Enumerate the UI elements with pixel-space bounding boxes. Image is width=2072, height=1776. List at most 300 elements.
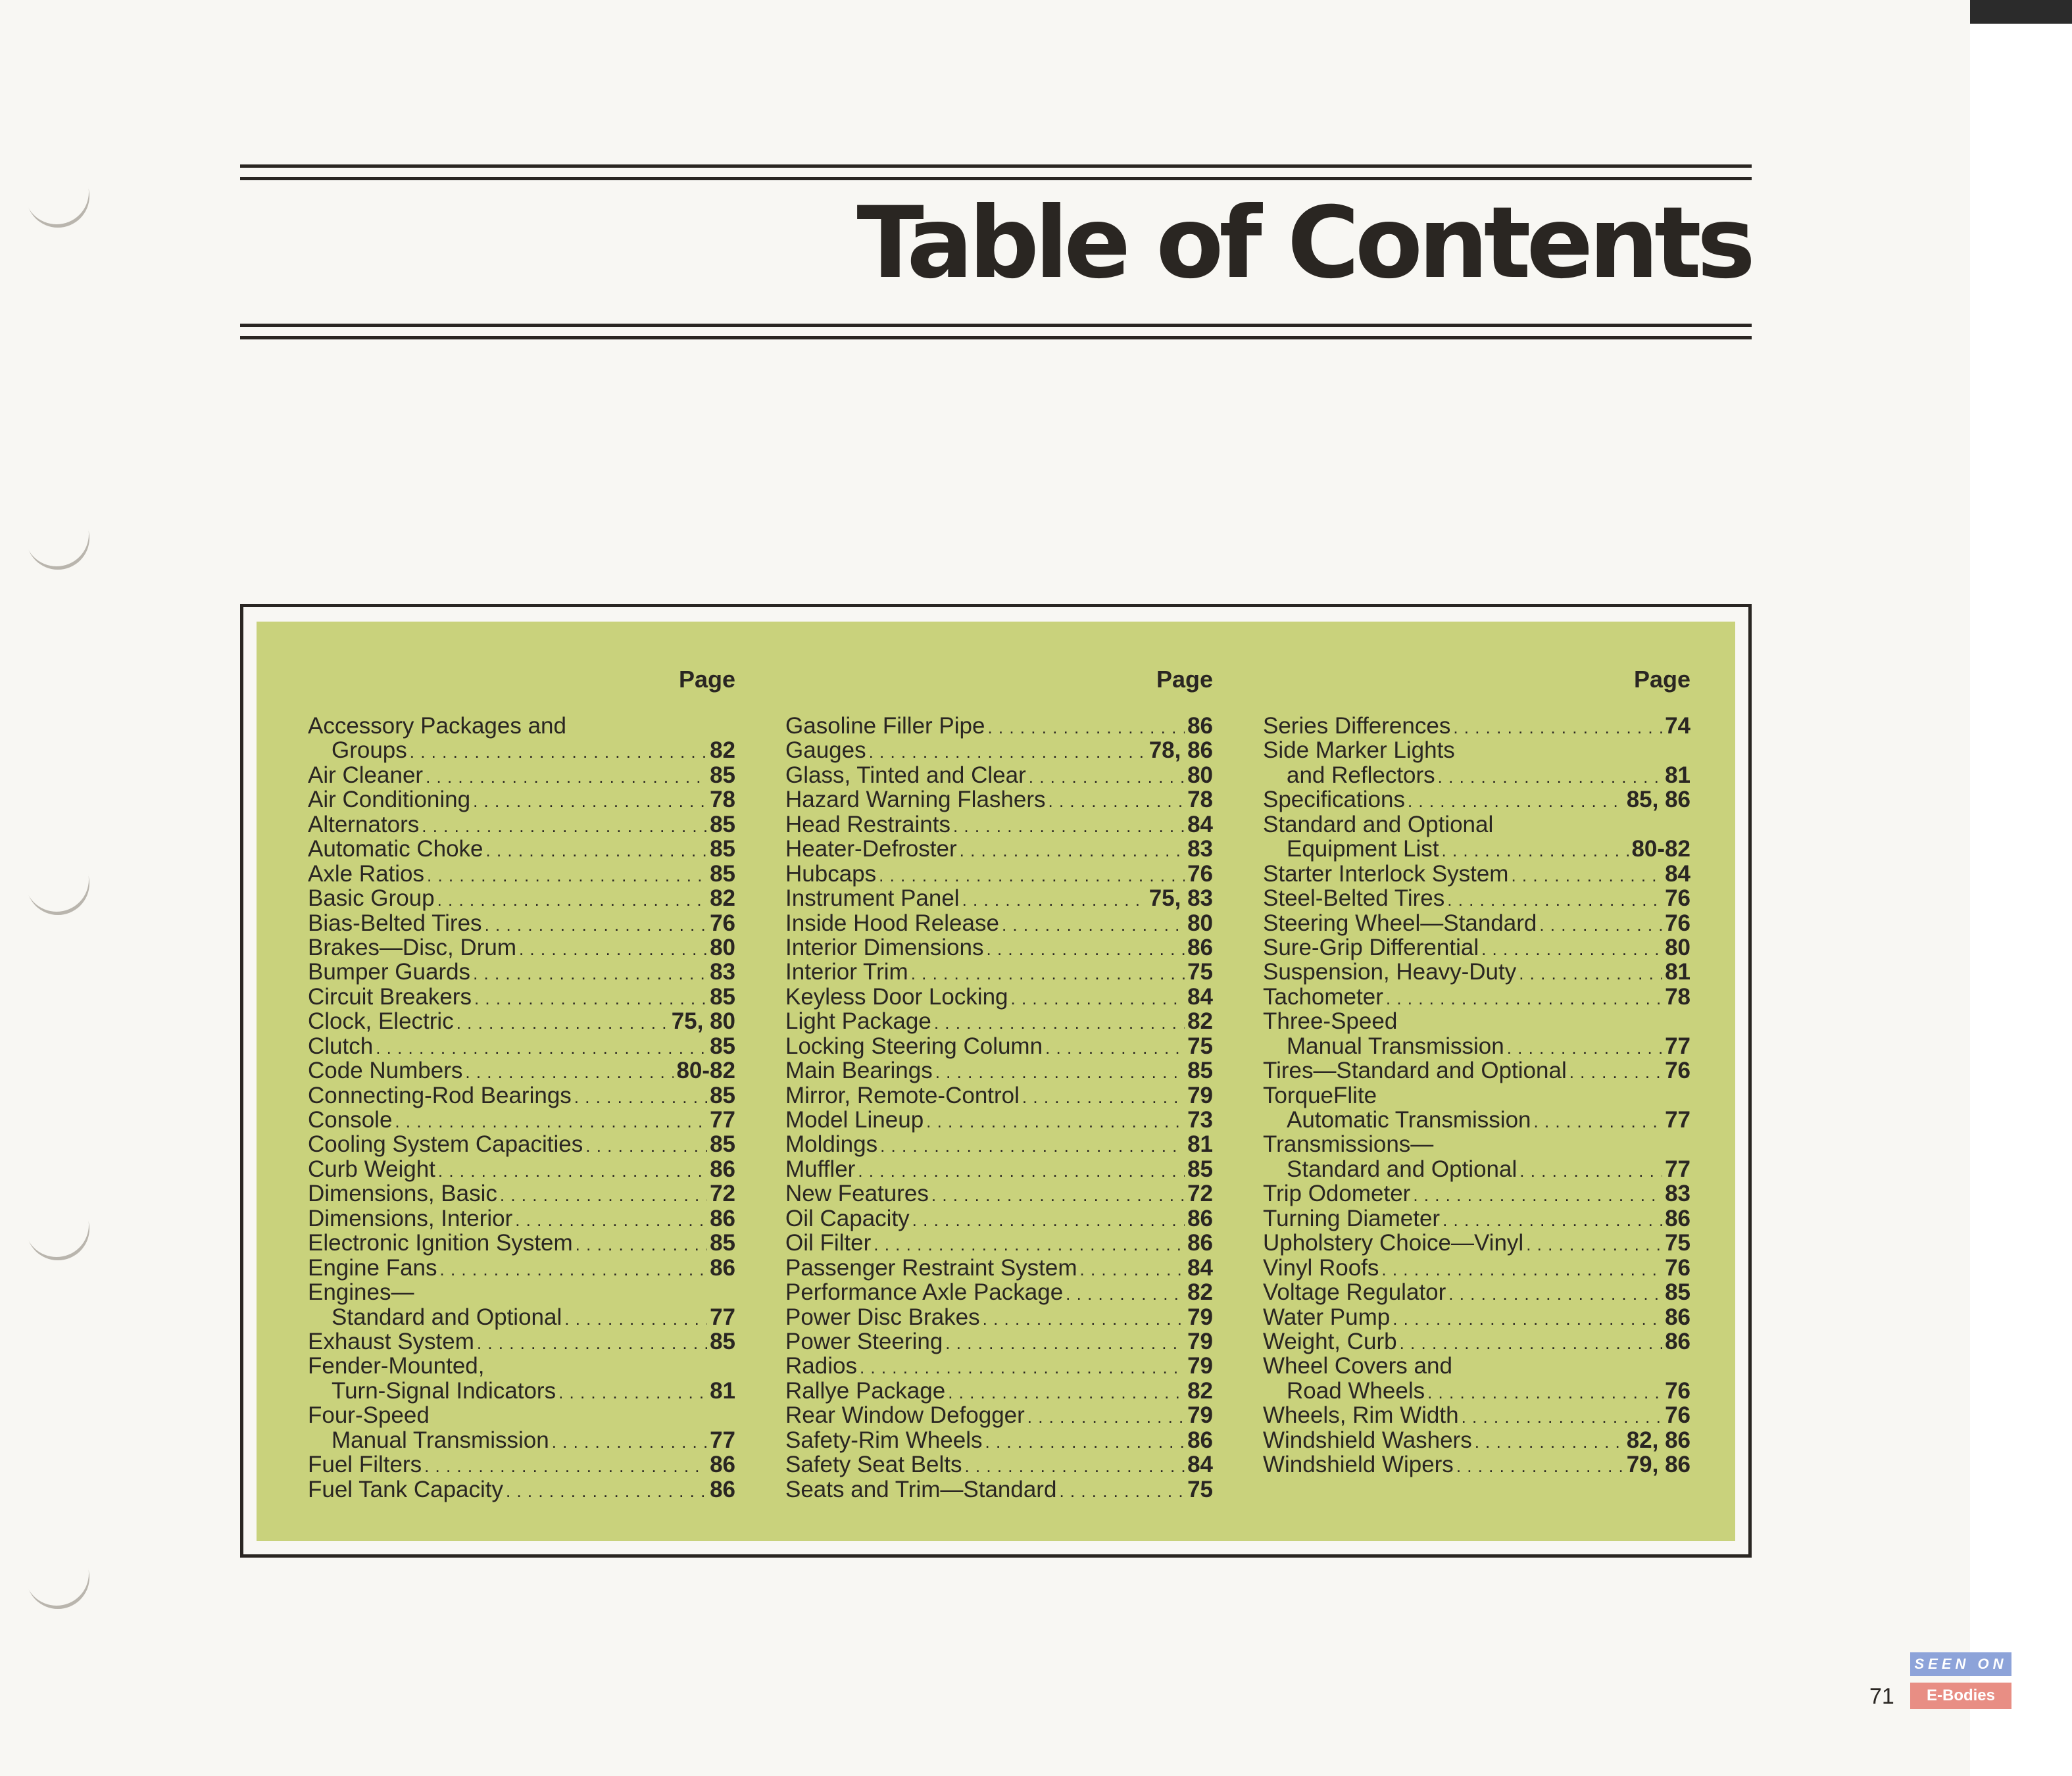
column-page-header: Page <box>1633 666 1690 693</box>
index-entry <box>1263 886 1690 910</box>
dot-leader <box>437 886 707 912</box>
dot-leader <box>1519 960 1662 986</box>
entry-page-number: 85 <box>710 811 735 837</box>
dot-leader <box>874 1231 1185 1257</box>
entry-name: Seats and Trim—Standard <box>785 1476 1057 1502</box>
entry-name: Trip Odometer <box>1263 1181 1411 1207</box>
entry-page-number: 82 <box>1187 1279 1213 1306</box>
dot-leader <box>1048 787 1185 814</box>
index-entry <box>1263 911 1690 935</box>
dot-leader <box>1519 1157 1662 1183</box>
entry-name: Wheels, Rim Width <box>1263 1402 1459 1429</box>
entry-name: and Reflectors <box>1287 762 1435 788</box>
index-entry <box>785 1428 1213 1452</box>
index-entry <box>308 738 735 762</box>
entry-name: Console <box>308 1107 393 1133</box>
dot-leader <box>438 1157 707 1183</box>
dot-leader <box>880 1132 1185 1158</box>
index-entry <box>1263 1058 1690 1083</box>
dot-leader <box>1447 886 1662 912</box>
entry-page-number: 85 <box>1187 1058 1213 1084</box>
entry-name: Vinyl Roofs <box>1263 1254 1379 1281</box>
index-entry <box>1263 1108 1690 1132</box>
entry-page-number: 79 <box>1187 1304 1213 1330</box>
entry-name: Passenger Restraint System <box>785 1254 1077 1281</box>
index-entry <box>1263 1403 1690 1427</box>
index-entry <box>785 1231 1213 1255</box>
column-page-header: Page <box>678 666 735 693</box>
entry-page-number: 72 <box>1187 1181 1213 1207</box>
entry-page-number: 81 <box>1665 762 1690 788</box>
dot-leader <box>1438 763 1662 789</box>
entry-name: Side Marker Lights <box>1263 737 1455 764</box>
dot-leader <box>912 1206 1185 1233</box>
index-entry <box>1263 1452 1690 1477</box>
index-entry <box>308 1403 735 1427</box>
dot-leader <box>1539 911 1662 937</box>
dot-leader <box>960 837 1185 863</box>
entry-name: Heater-Defroster <box>785 836 957 862</box>
dot-leader <box>473 960 707 986</box>
bottom-rule-pair <box>240 324 1752 339</box>
entry-page-number: 81 <box>710 1377 735 1404</box>
index-entry <box>1263 1329 1690 1354</box>
dot-leader <box>985 1428 1185 1454</box>
contents-panel <box>257 622 1735 1541</box>
dot-leader <box>935 1058 1185 1085</box>
entry-page-number: 84 <box>1187 983 1213 1010</box>
dot-leader <box>552 1428 707 1454</box>
index-entry <box>785 862 1213 886</box>
index-entry <box>785 1083 1213 1108</box>
entry-page-number: 85 <box>710 1328 735 1354</box>
dot-leader <box>1462 1403 1663 1429</box>
dot-leader <box>1393 1305 1662 1331</box>
entry-page-number: 85 <box>1187 1156 1213 1182</box>
index-entry <box>308 886 735 910</box>
index-entry <box>308 1058 735 1083</box>
index-entry <box>785 1477 1213 1502</box>
entry-name: Moldings <box>785 1131 878 1158</box>
index-column-1 <box>308 666 735 1502</box>
dot-leader <box>1453 714 1662 740</box>
dot-leader <box>585 1132 707 1158</box>
entry-name: Upholstery Choice—Vinyl <box>1263 1230 1524 1256</box>
dot-leader <box>500 1181 707 1208</box>
dot-leader <box>1386 985 1662 1011</box>
entry-page-number: 79 <box>1187 1082 1213 1108</box>
entry-name: Muffler <box>785 1156 856 1182</box>
entry-page-number: 76 <box>1187 860 1213 887</box>
entry-page-number: 77 <box>1665 1107 1690 1133</box>
entry-name: Specifications <box>1263 787 1405 813</box>
entry-name: Wheel Covers and <box>1263 1353 1452 1379</box>
entry-name: Basic Group <box>308 885 435 912</box>
entry-page-number: 77 <box>710 1427 735 1453</box>
entry-name: Glass, Tinted and Clear <box>785 762 1026 788</box>
index-entry <box>785 837 1213 861</box>
dot-leader <box>1427 1379 1662 1405</box>
dot-leader <box>576 1231 707 1257</box>
dot-leader <box>1011 985 1185 1011</box>
dot-leader <box>1569 1058 1662 1085</box>
entry-name: Bumper Guards <box>308 959 471 985</box>
entry-page-number: 77 <box>710 1304 735 1330</box>
entry-name: Power Disc Brakes <box>785 1304 980 1330</box>
entry-page-number: 86 <box>710 1156 735 1182</box>
entry-page-number: 85 <box>710 1082 735 1108</box>
index-entry <box>308 1256 735 1280</box>
index-entry <box>1263 1083 1690 1108</box>
badge-top-label: SEEN ON <box>1910 1652 2011 1676</box>
dot-leader <box>948 1379 1185 1405</box>
entry-page-number: 80-82 <box>676 1058 735 1084</box>
entry-name: Hubcaps <box>785 860 877 887</box>
dot-leader <box>1413 1181 1662 1208</box>
entry-name: Clutch <box>308 1033 374 1059</box>
rule-line <box>240 324 1752 327</box>
dot-leader <box>456 1009 669 1035</box>
page-number: 71 <box>1869 1684 1894 1709</box>
dot-leader <box>1443 1206 1662 1233</box>
entry-name: Cooling System Capacities <box>308 1131 583 1158</box>
entry-name: Safety-Rim Wheels <box>785 1427 983 1453</box>
entry-name: Standard and Optional <box>332 1304 562 1330</box>
entry-page-number: 86 <box>710 1254 735 1281</box>
entry-page-number: 79, 86 <box>1626 1452 1690 1478</box>
entry-name: Clock, Electric <box>308 1008 454 1035</box>
index-entry <box>785 1009 1213 1033</box>
contents-frame <box>240 604 1752 1558</box>
index-entry <box>308 1477 735 1502</box>
index-entry <box>308 1206 735 1231</box>
index-entry <box>308 1305 735 1329</box>
dot-leader <box>1511 862 1662 888</box>
entry-page-number: 86 <box>710 1452 735 1478</box>
entry-page-number: 76 <box>710 910 735 936</box>
index-entry <box>308 862 735 886</box>
entry-name: Rear Window Defogger <box>785 1402 1025 1429</box>
dot-leader <box>945 1329 1185 1356</box>
entry-name: Main Bearings <box>785 1058 933 1084</box>
top-rule-pair <box>240 164 1752 180</box>
entry-name: Connecting-Rod Bearings <box>308 1082 572 1108</box>
entry-name: Head Restraints <box>785 811 950 837</box>
index-entry <box>1263 1157 1690 1181</box>
dot-leader <box>424 1452 707 1479</box>
entry-name: Keyless Door Locking <box>785 983 1008 1010</box>
dot-leader <box>1534 1108 1663 1134</box>
index-entry <box>785 1379 1213 1403</box>
entry-name: Performance Axle Package <box>785 1279 1064 1306</box>
index-entry <box>1263 1034 1690 1058</box>
dot-leader <box>1400 1329 1662 1356</box>
dot-leader <box>869 738 1147 764</box>
entry-page-number: 86 <box>1187 1205 1213 1231</box>
entry-page-number: 84 <box>1665 860 1690 887</box>
dot-leader <box>1526 1231 1662 1257</box>
index-entry <box>1263 1132 1690 1156</box>
entry-page-number: 76 <box>1665 1058 1690 1084</box>
binder-hole <box>26 164 89 228</box>
entry-name: Radios <box>785 1353 857 1379</box>
entry-page-number: 74 <box>1665 713 1690 739</box>
index-entry <box>785 1206 1213 1231</box>
index-entry <box>785 1452 1213 1477</box>
entry-name: Circuit Breakers <box>308 983 472 1010</box>
index-entry <box>308 1428 735 1452</box>
entry-name: Hazard Warning Flashers <box>785 787 1046 813</box>
dot-leader <box>1507 1034 1662 1060</box>
page-title: Table of Contents <box>856 186 1751 301</box>
dot-leader <box>1442 837 1629 863</box>
index-entry <box>785 1403 1213 1427</box>
entry-name: Gasoline Filler Pipe <box>785 713 985 739</box>
entry-name: Model Lineup <box>785 1107 924 1133</box>
entry-name: Sure-Grip Differential <box>1263 934 1479 960</box>
rule-line <box>240 164 1752 168</box>
index-entry <box>308 1034 735 1058</box>
seen-on-ebodies-badge[interactable] <box>1910 1652 2011 1715</box>
entry-page-number: 75 <box>1665 1230 1690 1256</box>
dot-leader <box>879 862 1185 888</box>
index-entry <box>1263 862 1690 886</box>
index-entry <box>308 1157 735 1181</box>
entry-name: Bias-Belted Tires <box>308 910 482 936</box>
dot-leader <box>1475 1428 1624 1454</box>
entry-name: Starter Interlock System <box>1263 860 1509 887</box>
index-entry <box>308 935 735 960</box>
index-entry <box>1263 985 1690 1009</box>
entry-page-number: 76 <box>1665 1402 1690 1429</box>
entry-page-number: 85 <box>710 983 735 1010</box>
entry-name: Automatic Choke <box>308 836 483 862</box>
entry-name: TorqueFlite <box>1263 1082 1377 1108</box>
entry-page-number: 82, 86 <box>1626 1427 1690 1453</box>
index-entry <box>1263 738 1690 762</box>
entry-page-number: 86 <box>710 1476 735 1502</box>
entry-page-number: 77 <box>710 1107 735 1133</box>
dot-leader <box>1027 1403 1185 1429</box>
entry-page-number: 82 <box>1187 1377 1213 1404</box>
dot-leader <box>473 787 707 814</box>
index-entry <box>1263 837 1690 861</box>
dot-leader <box>1022 1083 1185 1110</box>
entry-name: Road Wheels <box>1287 1377 1425 1404</box>
dot-leader <box>474 985 707 1011</box>
index-entry <box>1263 1256 1690 1280</box>
entry-page-number: 75 <box>1187 1033 1213 1059</box>
entry-page-number: 86 <box>1187 1427 1213 1453</box>
index-entry <box>308 1280 735 1304</box>
entry-name: Interior Trim <box>785 959 908 985</box>
entry-name: Gauges <box>785 737 866 764</box>
index-entry <box>1263 1354 1690 1378</box>
index-entry <box>785 1305 1213 1329</box>
entry-name: Tires—Standard and Optional <box>1263 1058 1567 1084</box>
dot-leader <box>983 1305 1185 1331</box>
binder-hole <box>26 852 89 915</box>
dot-leader <box>486 837 708 863</box>
entry-name: Fender-Mounted, <box>308 1353 485 1379</box>
dot-leader <box>1045 1034 1185 1060</box>
entry-page-number: 80 <box>1187 762 1213 788</box>
dot-leader <box>376 1034 707 1060</box>
dot-leader <box>564 1305 707 1331</box>
badge-bottom-label: E-Bodies <box>1910 1683 2011 1709</box>
dot-leader <box>1481 935 1662 962</box>
dot-leader <box>934 1009 1185 1035</box>
entry-name: Inside Hood Release <box>785 910 999 936</box>
entry-page-number: 78, 86 <box>1148 737 1213 764</box>
entry-page-number: 79 <box>1187 1328 1213 1354</box>
entry-name: Suspension, Heavy-Duty <box>1263 959 1517 985</box>
index-column-2 <box>785 666 1213 1502</box>
entry-name: Fuel Filters <box>308 1452 422 1478</box>
dot-leader <box>558 1379 707 1405</box>
entry-name: Code Numbers <box>308 1058 463 1084</box>
index-entry <box>1263 1428 1690 1452</box>
entry-name: Engines— <box>308 1279 414 1306</box>
entry-name: Curb Weight <box>308 1156 435 1182</box>
entry-name: New Features <box>785 1181 929 1207</box>
dot-leader <box>465 1058 674 1085</box>
entry-page-number: 73 <box>1187 1107 1213 1133</box>
dot-leader <box>427 862 707 888</box>
index-entry <box>785 787 1213 812</box>
entry-name: Brakes—Disc, Drum <box>308 934 516 960</box>
index-entry <box>785 886 1213 910</box>
dot-leader <box>1456 1452 1624 1479</box>
entry-name: Groups <box>332 737 407 764</box>
index-entry <box>785 1058 1213 1083</box>
entry-name: Light Package <box>785 1008 931 1035</box>
entry-page-number: 75, 83 <box>1148 885 1213 912</box>
binder-hole <box>26 506 89 570</box>
index-entry <box>1263 960 1690 984</box>
dot-leader <box>574 1083 707 1110</box>
entry-page-number: 78 <box>710 787 735 813</box>
entry-name: Voltage Regulator <box>1263 1279 1446 1306</box>
binder-hole <box>26 1197 89 1260</box>
dot-leader <box>964 1452 1185 1479</box>
dot-leader <box>1002 911 1185 937</box>
scan-margin-strip <box>1970 0 2072 1776</box>
entry-page-number: 85, 86 <box>1626 787 1690 813</box>
entry-name: Windshield Wipers <box>1263 1452 1454 1478</box>
index-entry <box>308 1354 735 1378</box>
entry-page-number: 85 <box>710 1230 735 1256</box>
entry-page-number: 84 <box>1187 1452 1213 1478</box>
entry-page-number: 82 <box>1187 1008 1213 1035</box>
index-entry <box>785 935 1213 960</box>
index-entry <box>308 1083 735 1108</box>
index-entry <box>308 1132 735 1156</box>
index-entry <box>785 1132 1213 1156</box>
rule-line <box>240 177 1752 180</box>
entry-name: Air Cleaner <box>308 762 424 788</box>
entry-name: Oil Filter <box>785 1230 872 1256</box>
index-entry <box>785 1034 1213 1058</box>
scan-edge-bar <box>1970 0 2072 24</box>
dot-leader <box>931 1181 1185 1208</box>
entry-page-number: 86 <box>710 1205 735 1231</box>
entry-name: Four-Speed <box>308 1402 430 1429</box>
index-entry <box>308 837 735 861</box>
index-entry <box>308 1108 735 1132</box>
entry-page-number: 78 <box>1665 983 1690 1010</box>
dot-leader <box>477 1329 707 1356</box>
index-entry <box>785 714 1213 738</box>
entry-name: Fuel Tank Capacity <box>308 1476 504 1502</box>
dot-leader <box>426 763 707 789</box>
dot-leader <box>987 935 1185 962</box>
rule-line <box>240 336 1752 339</box>
entry-page-number: 80 <box>1187 910 1213 936</box>
index-entry <box>785 960 1213 984</box>
entry-name: Automatic Transmission <box>1287 1107 1531 1133</box>
entry-page-number: 72 <box>710 1181 735 1207</box>
index-entry <box>308 1379 735 1403</box>
entry-name: Engine Fans <box>308 1254 437 1281</box>
dot-leader <box>422 812 707 839</box>
dot-leader <box>440 1256 708 1282</box>
entry-page-number: 80 <box>1665 934 1690 960</box>
index-entry <box>1263 812 1690 837</box>
entry-name: Interior Dimensions <box>785 934 984 960</box>
dot-leader <box>519 935 707 962</box>
entry-name: Alternators <box>308 811 420 837</box>
index-entry <box>785 1157 1213 1181</box>
entry-name: Axle Ratios <box>308 860 425 887</box>
dot-leader <box>485 911 708 937</box>
index-entry <box>785 763 1213 787</box>
entry-page-number: 82 <box>710 737 735 764</box>
index-entry <box>1263 1206 1690 1231</box>
index-entry <box>1263 763 1690 787</box>
entry-name: Dimensions, Interior <box>308 1205 513 1231</box>
entry-name: Steering Wheel—Standard <box>1263 910 1537 936</box>
index-entry <box>785 1108 1213 1132</box>
entry-name: Oil Capacity <box>785 1205 910 1231</box>
entry-page-number: 86 <box>1665 1328 1690 1354</box>
index-entry <box>785 1256 1213 1280</box>
index-entry <box>308 985 735 1009</box>
entry-page-number: 75, 80 <box>671 1008 735 1035</box>
entry-page-number: 75 <box>1187 1476 1213 1502</box>
index-entry <box>1263 714 1690 738</box>
entry-name: Tachometer <box>1263 983 1383 1010</box>
entry-name: Locking Steering Column <box>785 1033 1043 1059</box>
dot-leader <box>1080 1256 1185 1282</box>
dot-leader <box>911 960 1185 986</box>
index-entry <box>1263 1280 1690 1304</box>
entry-page-number: 85 <box>1665 1279 1690 1306</box>
index-entry <box>1263 1181 1690 1206</box>
entry-name: Power Steering <box>785 1328 943 1354</box>
dot-leader <box>1029 763 1185 789</box>
entry-page-number: 76 <box>1665 885 1690 912</box>
dot-leader <box>410 738 707 764</box>
entry-page-number: 85 <box>710 860 735 887</box>
entry-name: Rallye Package <box>785 1377 946 1404</box>
dot-leader <box>926 1108 1185 1134</box>
entry-name: Safety Seat Belts <box>785 1452 962 1478</box>
entry-page-number: 81 <box>1187 1131 1213 1158</box>
entry-page-number: 79 <box>1187 1353 1213 1379</box>
index-entry <box>308 1329 735 1354</box>
column-page-header: Page <box>1156 666 1213 693</box>
